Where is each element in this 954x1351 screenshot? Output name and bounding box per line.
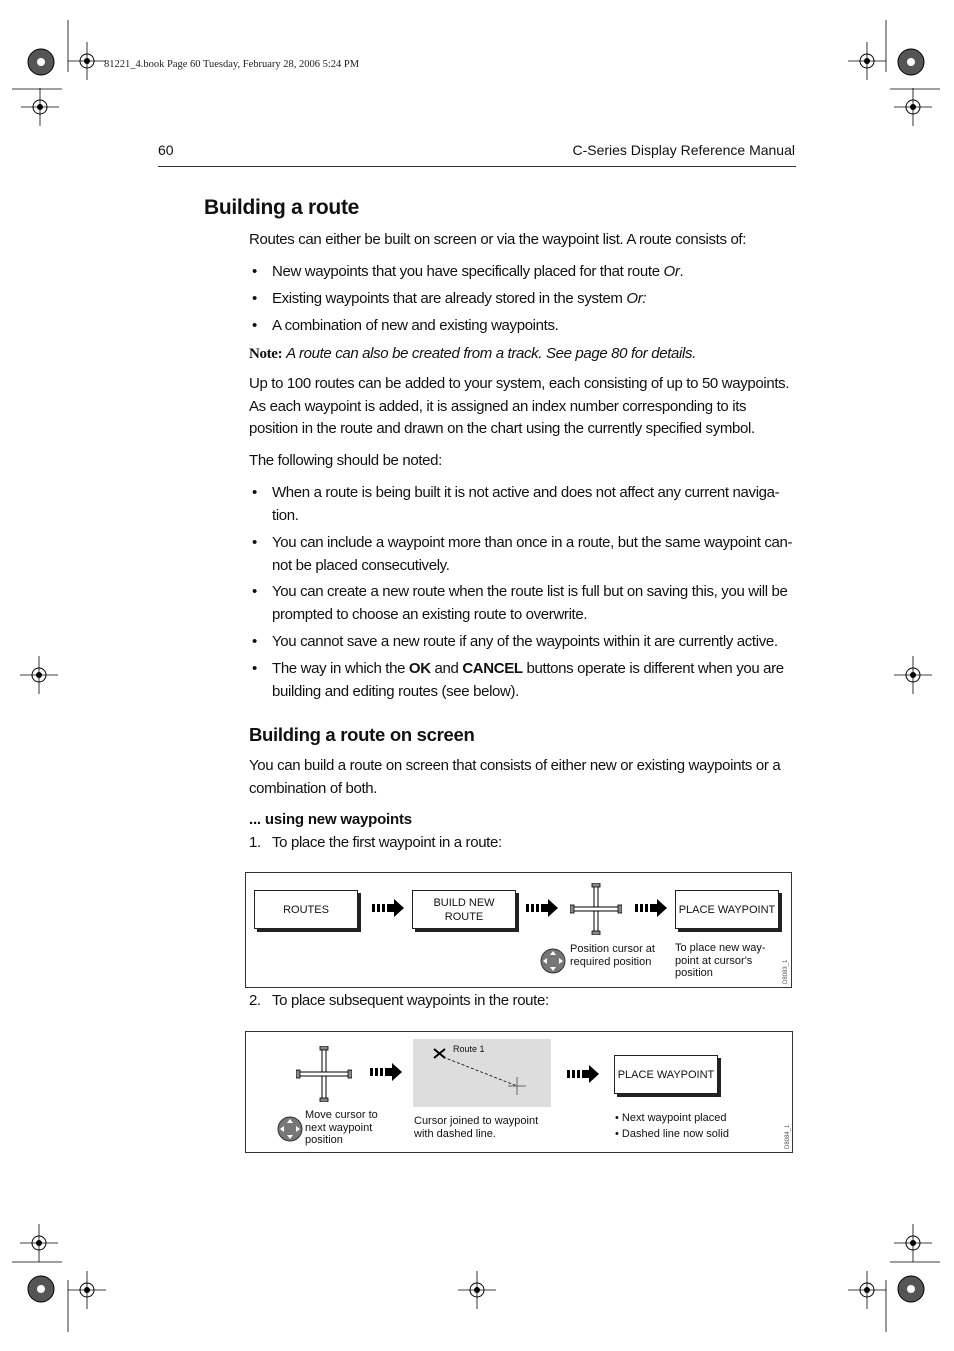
caption-cursor-joined: Cursor joined to waypoint with dashed line.	[414, 1115, 539, 1140]
intro-paragraph: Routes can either be built on screen or via the waypoint list. A route consists of:	[249, 231, 747, 248]
page-number: 60	[158, 142, 174, 158]
print-slug: 81221_4.book Page 60 Tuesday, February 28, 2006 5:24 PM	[104, 59, 360, 70]
list-item: • You cannot save a new route if any of the waypoints within it are currently active.	[249, 631, 797, 654]
paragraph: The following should be noted:	[249, 452, 442, 469]
section-heading: Building a route	[204, 196, 360, 219]
result-list	[615, 1112, 755, 1140]
list-item: • New waypoints that you have specifically placed for that route Or.	[249, 261, 797, 284]
caption-position-cursor: Position cursor at required position	[570, 943, 655, 968]
arrow-icon	[370, 1062, 404, 1082]
list-item: • Dashed line now solid	[615, 1127, 729, 1140]
trackpad-icon	[277, 1116, 303, 1142]
caption-move-cursor: Move cursor to next waypoint position	[305, 1109, 378, 1146]
step-2: 2. To place subsequent waypoints in the route:	[249, 992, 549, 1009]
chart-preview	[413, 1039, 551, 1107]
diagram-subsequent-waypoints	[245, 1031, 793, 1153]
arrow-icon	[372, 898, 406, 918]
paragraph: Up to 100 routes can be added to your system, each consisting of up to 50 waypoints. As each waypoint is added, it is assigned an index number corresponding to its position in the route and drawn on the chart using the currently specified symbol.	[249, 375, 790, 437]
note-label: Note:	[249, 346, 283, 362]
running-title: C-Series Display Reference Manual	[572, 142, 795, 158]
cursor-crosshair-icon	[570, 883, 622, 935]
note-text: A route can also be created from a track. See page 80 for details.	[286, 345, 696, 362]
diagram-first-waypoint	[245, 872, 792, 988]
note	[249, 343, 797, 366]
arrow-icon	[635, 898, 669, 918]
step-1: 1. To place the first waypoint in a route:	[249, 834, 502, 851]
list-item: • When a route is being built it is not active and does not affect any current naviga-tion.	[249, 482, 797, 527]
list-item: • A combination of new and existing waypoints.	[249, 315, 797, 338]
list-item: • Next waypoint placed	[615, 1112, 727, 1124]
place-waypoint-button[interactable]: PLACE WAYPOINT	[675, 890, 779, 929]
figure-reference: D8083_1	[783, 959, 789, 984]
route-label: Route 1	[453, 1044, 485, 1054]
trackpad-icon	[540, 948, 566, 974]
sub-subheading: ... using new waypoints	[249, 811, 412, 828]
paragraph: You can build a route on screen that consists of either new or existing waypoints or a combination of both.	[249, 757, 781, 797]
list-item: • You can include a waypoint more than once in a route, but the same waypoint can-not be placed consecutively.	[249, 532, 797, 577]
subsection-heading: Building a route on screen	[249, 724, 475, 745]
list-item: • You can create a new route when the route list is full but on saving this, you will be prompted to choose an existing route to overwrite.	[249, 581, 797, 626]
header-rule	[158, 166, 796, 167]
list-item: • Existing waypoints that are already stored in the system Or:	[249, 288, 797, 311]
arrow-icon	[567, 1064, 601, 1084]
arrow-icon	[526, 898, 560, 918]
figure-reference: D8084_1	[785, 1124, 791, 1149]
place-waypoint-button[interactable]: PLACE WAYPOINT	[614, 1055, 718, 1094]
cursor-crosshair-icon	[296, 1046, 352, 1102]
build-new-route-button[interactable]: BUILD NEW ROUTE	[412, 890, 516, 929]
caption-place-waypoint: To place new way-point at cursor's position	[675, 942, 766, 979]
routes-button[interactable]: ROUTES	[254, 890, 358, 929]
list-item: • The way in which the OK and CANCEL buttons operate is different when you are building and editing routes (see below).	[249, 658, 797, 703]
